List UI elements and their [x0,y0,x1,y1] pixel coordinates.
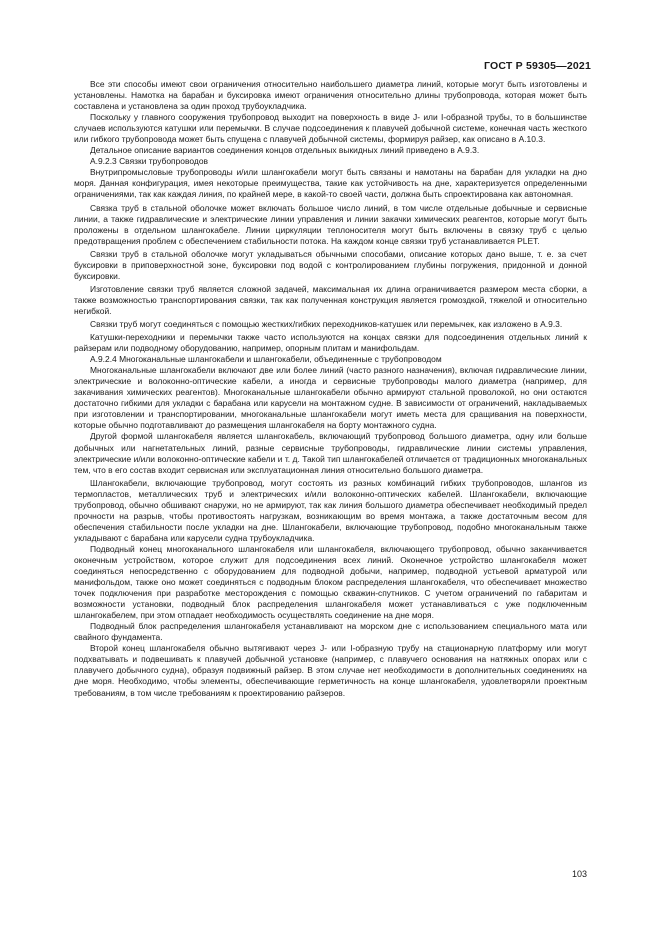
paragraph: Подводный конец многоканального шлангокабеля или шлангокабеля, включающего трубопровод, обычно заканчивается оконечным устройством, которое служит для подсоединения всех линий. Оконечное устройство шлангокабеля может соединяться непосредственно с оборудованием для подводной добычи, например, подводной устьевой арматурой или манифольдом, также оно может соединяться с подводным блоком распределения шлангокабеля, что обеспечивает множество точек подключения при разработке месторождения с помощью скважин-спутников. С учетом ограничений по габаритам и возможности установки, подводный блок распределения шлангокабеля может устанавливаться с уже подключенным шлангокабелем, при этом отпадает необходимость осуществлять соединение на дне моря. [74,543,587,621]
section-heading: А.9.2.4 Многоканальные шлангокабели и шлангокабели, объединенные с трубопроводом [90,354,442,365]
paragraph: Детальное описание вариантов соединения концов отдельных выкидных линий приведено в А.9.3. [90,145,480,156]
document-body [74,79,587,699]
paragraph: Подводный блок распределения шлангокабеля устанавливают на морском дне с использованием специального мата или свайного фундамента. [74,621,587,643]
paragraph: Другой формой шлангокабеля является шлангокабель, включающий трубопровод большого диаметра, одну или больше добычных или нагнетательных линий, разные сервисные трубопроводы, гидравлические линии системы управления, электрические и/или волоконно-оптические кабели и т. д. Такой тип шлангокабелей отличается от традиционных многоканальных тем, что в его состав входит сервисная или эксплуатационная линия относительно большого диаметра. [74,431,587,475]
paragraph: Поскольку у главного сооружения трубопровод выходит на поверхность в виде J- или I-образной трубы, то в большинстве случаев используются катушки или перемычки. В случае подсоединения к плавучей добычной системе, конечная часть жесткого или гибкого трубопровода может быть спущена с плавучей добычной системы, формируя райзер, как описано в А.10.3. [74,112,587,145]
paragraph: Все эти способы имеют свои ограничения относительно наибольшего диаметра линий, которые могут быть изготовлены и установлены. Намотка на барабан и буксировка имеют ограничения относительно длины трубопровода, которая может быть составлена и установлена за один проход трубоукладчика. [74,79,587,112]
paragraph: Многоканальные шлангокабели включают две или более линий (часто разного назначения), включая гидравлические линии, электрические и волоконно-оптические кабели, а иногда и сервисные трубопроводы малого диаметра (например, для закачивания химических реагентов). Многоканальные шлангокабели обычно армируют стальной проволокой, но они остаются достаточно гибкими для укладки с барабана или карусели на монтажном судне. В зависимости от ограничений, накладываемых при изготовлении и транспортировании, многоканальные шлангокабели могут иметь места для сращивания на поверхности, которые обычно подготавливают до размещения шлангокабеля на борту монтажного судна. [74,365,587,431]
page-number: 103 [571,869,587,879]
section-heading: А.9.2.3 Связки трубопроводов [90,156,208,167]
paragraph: Связки труб могут соединяться с помощью жестких/гибких переходников-катушек или перемычек, как изложено в А.9.3. [90,318,563,329]
document-code-header: ГОСТ Р 59305—2021 [483,60,591,72]
paragraph: Связка труб в стальной оболочке может включать большое число линий, в том числе отдельные добычные и сервисные линии, а также гидравлические и электрические линии управления и линии закачки химических реагентов, которые могут быть проложены в отдельном шлангокабеле. Линии циркуляции теплоносителя могут быть включены в связку труб с целью предотвращения проблем с обеспечением стабильности потока. На каждом конце связки труб устанавливается PLET. [74,202,587,246]
paragraph: Внутрипромысловые трубопроводы и/или шлангокабели могут быть связаны и намотаны на барабан для укладки на дно моря. Данная конфигурация, имея некоторые преимущества, такие как устойчивость на дне, характеризуется определенными ограничениями, так как каждая линия, по крайней мере, в какой-то своей части, должна быть спроектирована как автономная. [74,167,587,200]
paragraph: Шлангокабели, включающие трубопровод, могут состоять из разных комбинаций гибких трубопроводов, шлангов из термопластов, металлических труб и электрических и/или волоконно-оптических кабелей. Шлангокабели, включающие трубопровод, обычно обшивают снаружи, но не армируют, так как линия большого диаметра обеспечивает необходимый предел прочности на разрыв, чтобы противостоять нагрузкам, возникающим во время монтажа, а также достаточным весом для обеспечения стабильности после укладки на дне. Шлангокабели, включающие трубопровод, подобно многоканальным также укладывают с барабана или карусели судна трубоукладчика. [74,477,587,543]
paragraph: Катушки-переходники и перемычки также часто используются на концах связки для подсоединения отдельных линий к райзерам или подводному оборудованию, например, опорным плитам и манифольдам. [74,332,587,354]
paragraph: Второй конец шлангокабеля обычно вытягивают через J- или I-образную трубу на стационарную платформу или могут подхватывать и подвешивать к плавучей добычной установке (например, с плавучего основания на натяжных опорах или с плавучего добычного судна), образуя подвижный райзер. В этом случае нет необходимости в дополнительных соединениях на дне моря. Необходимо, чтобы элементы, обеспечивающие герметичность на конце шлангокабеля, удовлетворяли проектным требованиям, в том числе требованиям к проектированию райзеров. [74,643,587,698]
paragraph: Изготовление связки труб является сложной задачей, максимальная их длина ограничивается размером места сборки, а также возможностью транспортирования связки, так как полученная конструкция является громоздкой, тяжелой и относительно негибкой. [74,283,587,316]
paragraph: Связки труб в стальной оболочке могут укладываться обычными способами, описание которых дано выше, т. е. за счет буксировки в приповерхностной зоне, буксировки под водой с контролированием глубины погружения, придонной и донной буксировки. [74,248,587,281]
